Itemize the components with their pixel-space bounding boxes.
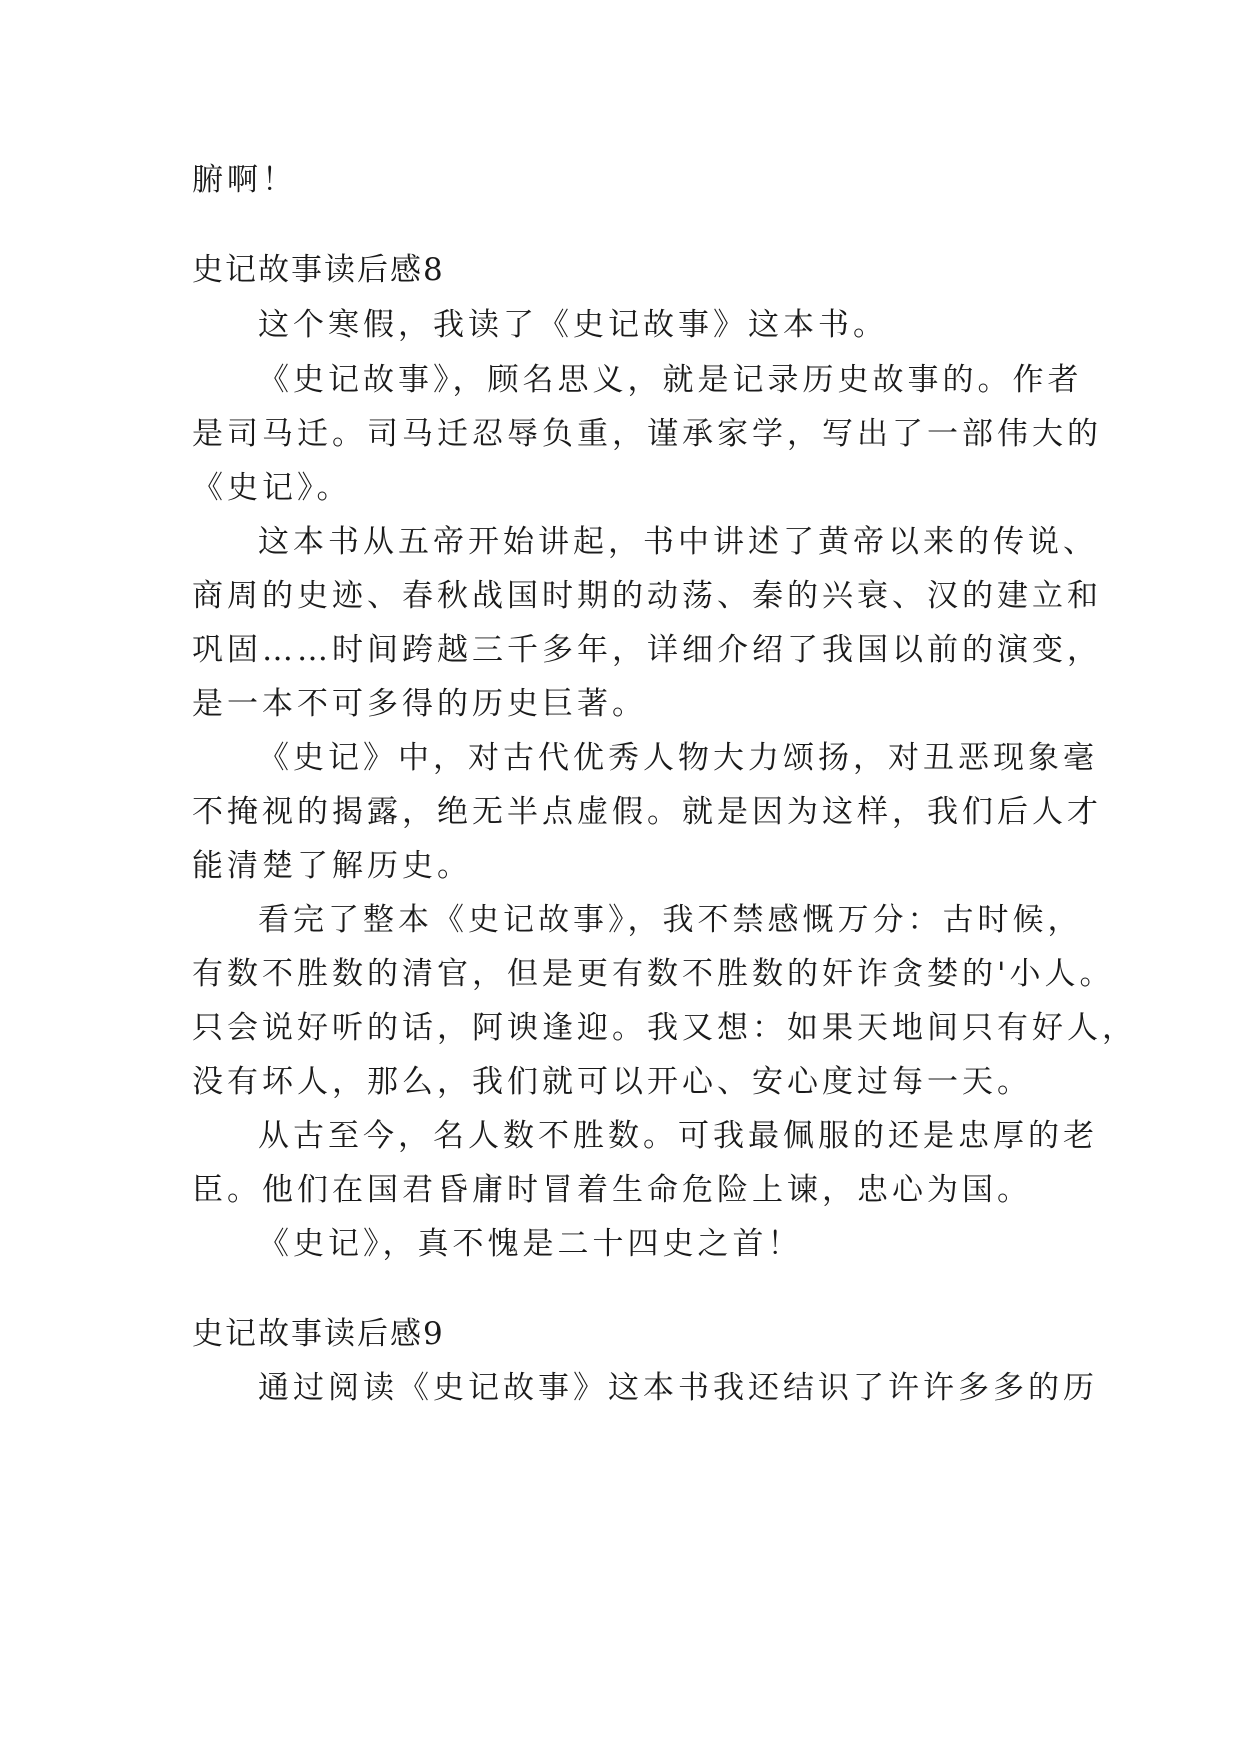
text-line: 通过阅读《史记故事》这本书我还结识了许许多多的历	[258, 1370, 1098, 1406]
section-heading: 史记故事读后感8	[192, 252, 445, 288]
text-line: 是司马迁。司马迁忍辱负重，谨承家学，写出了一部伟大的	[192, 416, 1102, 452]
text-line: 看完了整本《史记故事》，我不禁感慨万分：古时候，	[258, 902, 1083, 938]
text-line: 巩固……时间跨越三千多年，详细介绍了我国以前的演变，	[192, 632, 1102, 668]
text-line: 《史记》。	[192, 470, 352, 506]
text-line: 臣。他们在国君昏庸时冒着生命危险上谏，忠心为国。	[192, 1172, 1032, 1208]
section-heading: 史记故事读后感9	[192, 1316, 445, 1352]
text-line: 腑啊！	[192, 162, 297, 198]
text-line: 从古至今，名人数不胜数。可我最佩服的还是忠厚的老	[258, 1118, 1098, 1154]
text-line: 《史记》中，对古代优秀人物大力颂扬，对丑恶现象毫	[258, 740, 1098, 776]
text-line: 《史记故事》，顾名思义，就是记录历史故事的。作者	[258, 362, 1083, 398]
text-line: 这本书从五帝开始讲起，书中讲述了黄帝以来的传说、	[258, 524, 1098, 560]
text-line: 这个寒假，我读了《史记故事》这本书。	[258, 307, 888, 343]
text-line: 只会说好听的话，阿谀逢迎。我又想：如果天地间只有好人，	[192, 1010, 1137, 1046]
text-line: 商周的史迹、春秋战国时期的动荡、秦的兴衰、汉的建立和	[192, 578, 1102, 614]
text-line: 能清楚了解历史。	[192, 848, 472, 884]
text-line: 不掩视的揭露，绝无半点虚假。就是因为这样，我们后人才	[192, 794, 1102, 830]
text-line: 没有坏人，那么，我们就可以开心、安心度过每一天。	[192, 1064, 1032, 1100]
text-line: 《史记》，真不愧是二十四史之首！	[258, 1226, 803, 1262]
text-line: 是一本不可多得的历史巨著。	[192, 686, 647, 722]
text-line: 有数不胜数的清官，但是更有数不胜数的奸诈贪婪的'小人。	[192, 956, 1115, 992]
